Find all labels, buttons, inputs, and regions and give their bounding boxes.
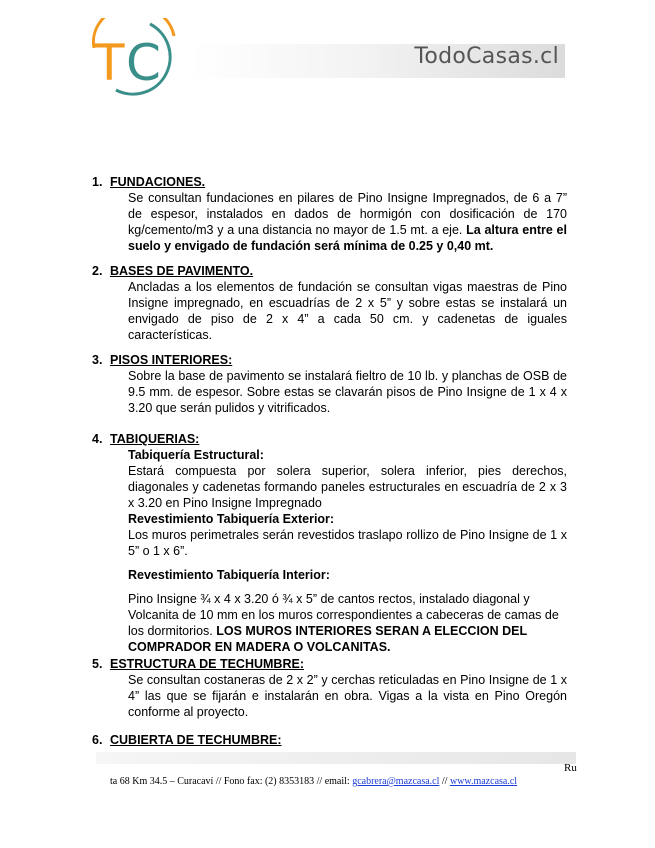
footer-web-link[interactable]: www.mazcasa.cl [449, 776, 518, 787]
subsection-paragraph: Los muros perimetrales serán revestidos traslapo rollizo de Pino Insigne de 1 x 5” o 1 x 6”. [128, 528, 567, 558]
section-title: TABIQUERIAS: [110, 432, 200, 446]
section-number: 1. [92, 175, 103, 189]
section-number: 3. [92, 353, 103, 367]
section-estructura-techumbre [92, 656, 567, 720]
footer-band [96, 752, 576, 764]
section-heading [92, 732, 567, 748]
paragraph-bold-text: LOS MUROS INTERIORES SERAN A ELECCION DEL COMPRADOR EN MADERA O VOLCANITAS. [128, 624, 527, 654]
svg-text:T: T [94, 34, 125, 92]
section-number: 2. [92, 264, 103, 278]
section-heading [92, 174, 567, 190]
footer-ru: Ru [564, 762, 577, 774]
section-pisos-interiores [92, 352, 567, 416]
paragraph-text: Se consultan fundaciones en pilares de Pino Insigne Impregnados, de 6 a 7” de espesor, instalados en dados de hormigón con dosificación de 170 kg/cemento/m3 y a una distancia no mayor de 1.5 mt. a eje. [128, 191, 567, 237]
section-title: FUNDACIONES. [110, 175, 206, 189]
todocasas-logo-icon [88, 18, 188, 98]
section-title: ESTRUCTURA DE TECHUMBRE: [110, 657, 304, 671]
brand-name: TodoCasas.cl [414, 44, 559, 69]
section-paragraph: Se consultan costaneras de 2 x 2” y cerchas reticuladas en Pino Insigne de 1 x 4” las que se fijarán e instalarán en obra. Vigas a la vista en Pino Oregón conforme al proyecto. [128, 673, 567, 719]
svg-text:C: C [126, 34, 161, 92]
paragraph-text: Pino Insigne ¾ x 4 x 3.20 ó ¾ x 5” de cantos rectos, instalado diagonal y Volcanita de 10 mm en los muros correspondientes a cabeceras de camas de los dormitorios. [128, 592, 559, 638]
footer-email-link[interactable]: gcabrera@mazcasa.cl [352, 776, 440, 787]
section-heading [92, 431, 567, 447]
section-fundaciones [92, 174, 567, 254]
subsection-paragraph: Estará compuesta por solera superior, solera inferior, pies derechos, diagonales y cadenetas formando paneles estructurales en escuadría de 2 x 3 x 3.20 en Pino Insigne Impregnado [128, 464, 567, 510]
section-paragraph: Sobre la base de pavimento se instalará fieltro de 10 lb. y planchas de OSB de 9.5 mm. de espesor. Sobre estas se clavarán pisos de Pino Insigne de 1 x 4 x 3.20 que serán pulidos y vitrificados. [128, 369, 567, 415]
section-number: 4. [92, 432, 103, 446]
footer-separator: // [439, 776, 450, 787]
paragraph-bold-text: La altura entre el suelo y envigado de fundación será mínima de 0.25 y 0,40 mt. [128, 223, 567, 253]
subsection-paragraph [128, 591, 567, 655]
section-paragraph [128, 190, 567, 254]
section-title: BASES DE PAVIMENTO. [110, 264, 254, 278]
subsection-title: Tabiquería Estructural: [128, 448, 264, 462]
section-title: PISOS INTERIORES: [110, 353, 233, 367]
section-tabiquerias [92, 431, 567, 655]
subsection-title: Revestimiento Tabiquería Interior: [128, 568, 330, 582]
section-heading [92, 656, 567, 672]
section-heading [92, 263, 567, 279]
section-cubierta-techumbre [92, 732, 567, 748]
footer-contact [110, 776, 517, 787]
section-title: CUBIERTA DE TECHUMBRE: [110, 733, 282, 747]
section-heading [92, 352, 567, 368]
subsection-title: Revestimiento Tabiquería Exterior: [128, 512, 335, 526]
section-bases-pavimento [92, 263, 567, 343]
footer-address: ta 68 Km 34.5 – Curacaví // Fono fax: (2) 8353183 // email: [110, 776, 353, 787]
section-number: 6. [92, 733, 103, 747]
section-number: 5. [92, 657, 103, 671]
section-paragraph: Ancladas a los elementos de fundación se consultan vigas maestras de Pino Insigne impregnado, en escuadrías de 2 x 5” y sobre estas se instalará un envigado de piso de 2 x 4” a cada 50 cm. y cadenetas de iguales características. [128, 280, 567, 342]
page-header [0, 0, 655, 110]
